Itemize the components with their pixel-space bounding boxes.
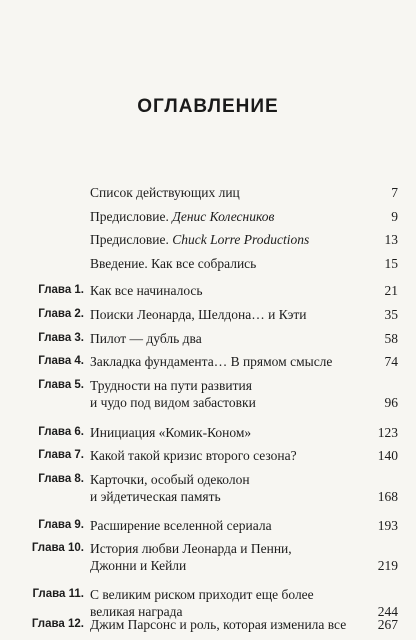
chapter-label: Глава 6. <box>38 426 84 438</box>
chapter-title-line: Карточки, особый одеколон <box>90 472 250 487</box>
chapter-label: Глава 10. <box>31 542 84 554</box>
chapter-page: 58 <box>384 331 398 346</box>
toc-chapter-entry <box>0 306 416 326</box>
chapter-title-line: великая награда <box>90 604 183 619</box>
chapter-page: 193 <box>377 518 398 533</box>
toc-chapter-entry <box>0 424 416 444</box>
chapter-label: Глава 1. <box>38 284 84 296</box>
chapter-page: 35 <box>384 307 398 322</box>
chapter-title-line: и чудо под видом забастовки <box>90 395 256 410</box>
toc-title: ОГЛАВЛЕНИЕ <box>137 96 279 117</box>
toc-front-entry <box>0 208 416 228</box>
chapter-title: Как все начиналось <box>90 283 203 298</box>
entry-text: Предисловие. Денис Колесников <box>90 209 275 224</box>
chapter-label: Глава 12. <box>31 618 84 630</box>
chapter-label: Глава 8. <box>38 473 84 485</box>
chapter-label: Глава 3. <box>38 332 84 344</box>
entry-page: 15 <box>384 256 398 271</box>
chapter-page: 123 <box>377 425 398 440</box>
chapter-title: Поиски Леонарда, Шелдона… и Кэти <box>90 307 307 322</box>
chapter-page: 267 <box>377 617 398 632</box>
chapter-title: Закладка фундамента… В прямом смысле <box>90 354 333 369</box>
entry-text: Список действующих лиц <box>90 185 240 200</box>
chapter-title: Пилот — дубль два <box>90 331 202 346</box>
chapter-page: 244 <box>377 604 398 619</box>
chapter-page: 140 <box>377 448 398 463</box>
toc-chapter-entry <box>0 471 416 511</box>
entry-page: 13 <box>384 232 398 247</box>
toc-chapter-entry <box>0 616 416 636</box>
chapter-title-line: и эйдетическая память <box>90 489 221 504</box>
chapter-page: 21 <box>384 283 398 298</box>
chapter-label: Глава 5. <box>38 379 84 391</box>
toc-chapter-entry <box>0 540 416 580</box>
toc-front-entry <box>0 231 416 251</box>
toc-chapter-entry <box>0 353 416 373</box>
entry-text: Предисловие. Chuck Lorre Productions <box>90 232 310 247</box>
chapter-title-line: Трудности на пути развития <box>90 378 252 393</box>
chapter-label: Глава 2. <box>38 308 84 320</box>
chapter-page: 74 <box>384 354 398 369</box>
chapter-title-line: Джонни и Кейли <box>90 558 187 573</box>
chapter-title-line: История любви Леонарда и Пенни, <box>90 541 292 556</box>
chapter-title: Какой такой кризис второго сезона? <box>90 448 297 463</box>
chapter-label: Глава 7. <box>38 449 84 461</box>
toc-chapter-entry <box>0 517 416 537</box>
chapter-title: Инициация «Комик-Коном» <box>90 425 252 440</box>
chapter-label: Глава 9. <box>38 519 84 531</box>
toc-chapter-entry <box>0 447 416 467</box>
chapter-label: Глава 4. <box>38 355 84 367</box>
toc-chapter-entry <box>0 377 416 417</box>
entry-page: 9 <box>391 209 398 224</box>
chapter-label: Глава 11. <box>32 588 84 600</box>
chapter-title: Джим Парсонс и роль, которая изменила все <box>90 617 347 632</box>
chapter-page: 168 <box>377 489 398 504</box>
chapter-title: Расширение вселенной сериала <box>90 518 272 533</box>
chapter-page: 219 <box>377 558 398 573</box>
toc-front-entry <box>0 184 416 204</box>
toc-front-entry <box>0 255 416 275</box>
entry-page: 7 <box>391 185 398 200</box>
chapter-title-line: С великим риском приходит еще более <box>90 587 314 602</box>
entry-text: Введение. Как все собрались <box>90 256 257 271</box>
toc-chapter-entry <box>0 282 416 302</box>
chapter-page: 96 <box>384 395 398 410</box>
toc-chapter-entry <box>0 330 416 350</box>
